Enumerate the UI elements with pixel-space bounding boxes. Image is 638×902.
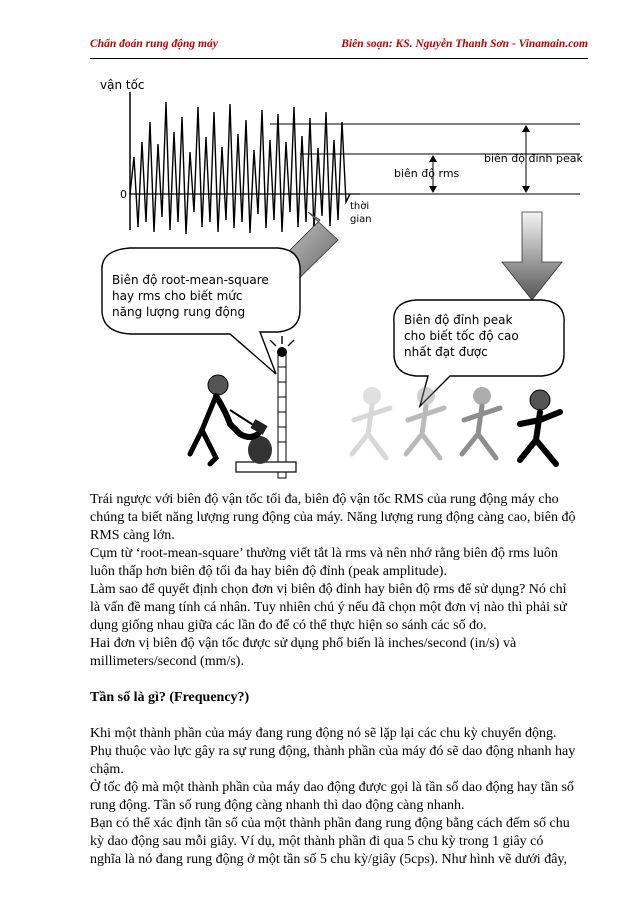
- header-rule: [90, 58, 588, 59]
- text-line: dụng giống nhau giữa các lần đo để có thể thực hiện so sánh các số đo.: [90, 618, 487, 633]
- text-line: Hai đơn vị biên độ vận tốc được sử dụng phổ biến là inches/second (in/s) và: [90, 636, 517, 651]
- running-figure-icon: [462, 387, 500, 458]
- document-body: [90, 491, 590, 869]
- running-figure-icon: [406, 387, 444, 458]
- text-line: Ở tốc độ mà một thành phần của máy dao động được gọi là tần số dao động hay tần số: [90, 780, 574, 795]
- waveform-line: [130, 102, 350, 234]
- header-title: Chẩn đoán rung động máy: [90, 38, 218, 50]
- bubble-left-line-2: hay rms cho biết mức: [112, 289, 243, 303]
- right-big-arrow: [502, 212, 562, 300]
- text-line: Trái ngược với biên độ vận tốc tối đa, biên độ vận tốc RMS của rung động máy cho: [90, 492, 559, 507]
- text-line: chậm.: [90, 762, 124, 777]
- bubble-right-line-1: Biên độ đỉnh peak: [404, 313, 513, 327]
- vibration-illustration: [90, 62, 588, 487]
- text-line: millimeters/second (mm/s).: [90, 654, 244, 669]
- bubble-left-line-3: năng lượng rung động: [112, 305, 246, 319]
- text-line: Cụm từ ‘root-mean-square’ thường viết tắt là rms và nên nhớ rằng biên độ rms luôn: [90, 546, 558, 561]
- bubble-right-line-2: cho biết tốc độ cao: [404, 329, 519, 343]
- paragraph-frequency: [90, 725, 590, 869]
- peak-label: biên độ đỉnh peak: [484, 152, 583, 165]
- text-line: Khi một thành phần của máy đang rung động nó sẽ lặp lại các chu kỳ chuyển động.: [90, 726, 557, 741]
- text-line: luôn thấp hơn biên độ tối đa hay biên độ đỉnh (peak amplitude).: [90, 564, 447, 579]
- zero-label: 0: [120, 188, 127, 201]
- text-line: là vấn đề mang tính cá nhân. Tuy nhiên chú ý nếu đã chọn một đơn vị nào thì phải sử: [90, 600, 567, 615]
- running-figures-icon: [352, 387, 560, 464]
- text-line: rung động. Tần số rung động càng nhanh thì dao động càng nhanh.: [90, 798, 465, 813]
- bubble-right-line-3: nhất đạt được: [404, 345, 488, 359]
- time-label-1: thời: [350, 201, 370, 212]
- text-line: Phụ thuộc vào lực gây ra sự rung động, thành phần của máy đó sẽ dao động nhanh hay: [90, 744, 576, 759]
- page-header: [90, 38, 588, 58]
- text-line: kỳ dao động sau mỗi giây. Ví dụ, một thành phần đi qua 5 chu kỳ trong 1 giây có: [90, 834, 544, 849]
- y-axis-label: vận tốc: [100, 78, 145, 92]
- text-line: Làm sao để quyết định chọn đơn vị biên độ đỉnh hay biên độ rms để sử dụng? Nó chỉ: [90, 582, 567, 597]
- text-line: Bạn có thể xác định tần số của một thành phần đang rung động bằng cách đếm số chu: [90, 816, 570, 831]
- running-figure-icon: [352, 387, 390, 458]
- text-line: chúng ta biết năng lượng rung động của máy. Năng lượng rung động càng cao, biên độ: [90, 510, 576, 525]
- text-line: RMS càng lớn.: [90, 528, 175, 543]
- paragraph-rms: [90, 491, 590, 671]
- section-heading: Tần số là gì? (Frequency?): [90, 690, 250, 705]
- header-author: Biên soạn: KS. Nguyễn Thanh Sơn - Vinamain.com: [341, 38, 588, 50]
- running-figure-icon: [520, 390, 560, 464]
- vibration-figure: [90, 62, 588, 487]
- time-label-2: gian: [350, 214, 372, 225]
- rms-label: biên độ rms: [394, 167, 460, 180]
- bubble-left-line-1: Biên độ root-mean-square: [112, 273, 269, 287]
- text-line: nghĩa là nó đang rung động ở một tần số 5 chu kỳ/giây (5cps). Như hình vẽ dưới đây,: [90, 852, 567, 867]
